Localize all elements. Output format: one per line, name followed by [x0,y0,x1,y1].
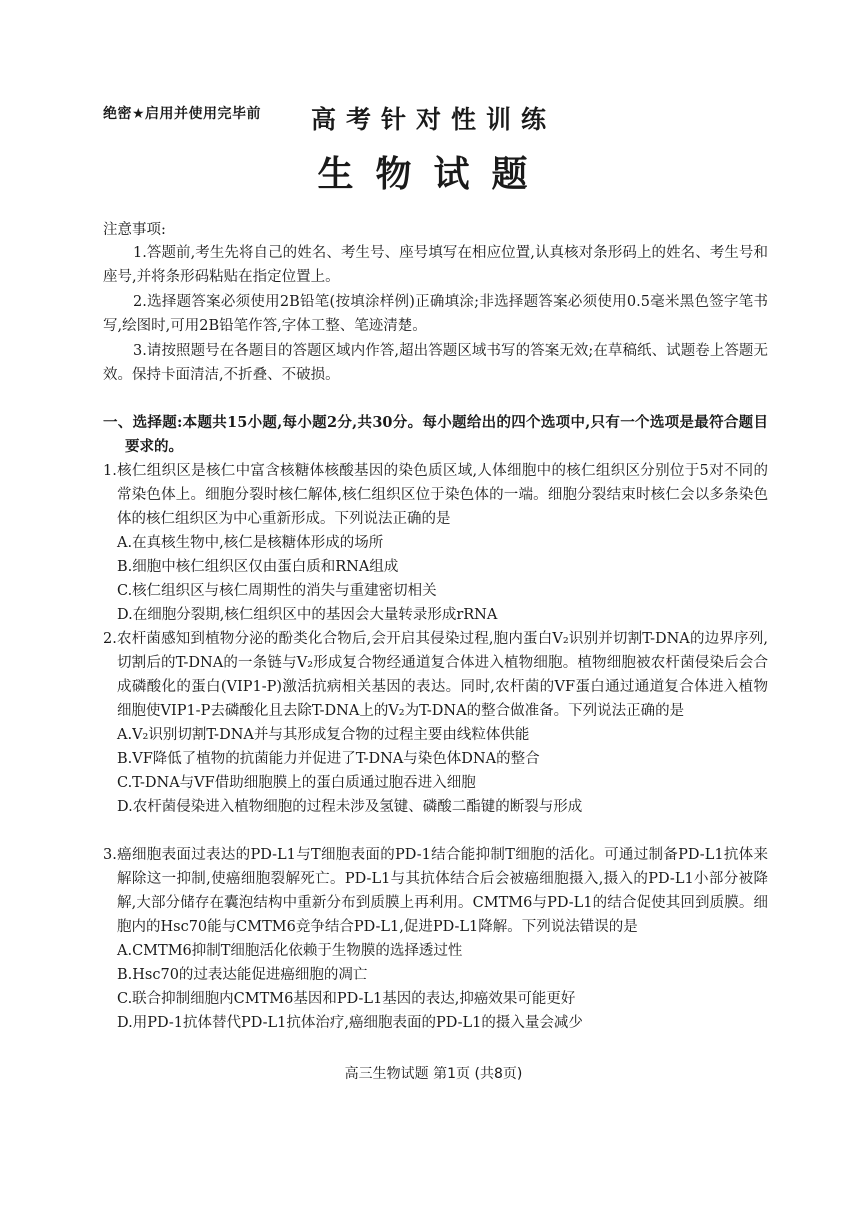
option-a: A.在真核生物中,核仁是核糖体形成的场所 [117,535,384,551]
notes-label: 注意事项: [103,222,166,238]
option-b: B.Hsc70的过表达能促进癌细胞的凋亡 [117,967,368,983]
note-item-3: 3.请按照题号在各题目的答题区域内作答,超出答题区域书写的答案无效;在草稿纸、试题卷上答题无效。保持卡面清洁,不折叠、不破损。 [103,343,768,383]
question-2 [103,627,768,819]
note-item-2: 2.选择题答案必须使用2B铅笔(按填涂样例)正确填涂;非选择题答案必须使用0.5毫米黑色签字笔书写,绘图时,可用2B铅笔作答,字体工整、笔迹清楚。 [103,294,768,334]
question-stem: 3.癌细胞表面过表达的PD-L1与T细胞表面的PD-1结合能抑制T细胞的活化。可通过制备PD-L1抗体来解除这一抑制,使癌细胞裂解死亡。PD-L1与其抗体结合后会被癌细胞摄入,摄入的PD-L1小部分被降解,大部分储存在囊泡结构中重新分布到质膜上再利用。CMTM6与PD-L1的结合促使其回到质膜。细胞内的Hsc70能与CMTM6竞争结合PD-L1,促进PD-L1降解。下列说法错误的是 [103,847,768,935]
option-c: C.联合抑制细胞内CMTM6基因和PD-L1基因的表达,抑癌效果可能更好 [117,991,576,1007]
section-heading: 一、选择题:本题共15小题,每小题2分,共30分。每小题给出的四个选项中,只有一个选项是最符合题目要求的。 [103,414,768,455]
option-d: D.在细胞分裂期,核仁组织区中的基因会大量转录形成rRNA [117,607,498,623]
option-a: A.CMTM6抑制T细胞活化依赖于生物膜的选择透过性 [117,943,463,959]
question-stem: 1.核仁组织区是核仁中富含核糖体核酸基因的染色质区域,人体细胞中的核仁组织区分别位于5对不同的常染色体上。细胞分裂时核仁解体,核仁组织区位于染色体的一端。细胞分裂结束时核仁会以多条染色体的核仁组织区为中心重新形成。下列说法正确的是 [103,463,768,527]
option-a: A.V₂识别切割T-DNA并与其形成复合物的过程主要由线粒体供能 [117,727,530,743]
question-stem: 2.农杆菌感知到植物分泌的酚类化合物后,会开启其侵染过程,胞内蛋白V₂识别并切割T-DNA的边界序列,切割后的T-DNA的一条链与V₂形成复合物经通道复合体进入植物细胞。植物细胞被农杆菌侵染后会合成磷酸化的蛋白(VIP1-P)激活抗病相关基因的表达。同时,农杆菌的VF蛋白通过通道复合体进入植物细胞使VIP1-P去磷酸化且去除T-DNA上的V₂为T-DNA的整合做准备。下列说法正确的是 [103,631,768,719]
option-c: C.T-DNA与VF借助细胞膜上的蛋白质通过胞吞进入细胞 [117,775,476,791]
option-c: C.核仁组织区与核仁周期性的消失与重建密切相关 [117,583,437,599]
page-footer: 高三生物试题 第1页 (共8页) [344,1066,523,1082]
exam-series-title: 高考针对性训练 [310,105,556,134]
option-d: D.农杆菌侵染进入植物细胞的过程未涉及氢键、磷酸二酯键的断裂与形成 [117,799,583,815]
note-item-1: 1.答题前,考生先将自己的姓名、考生号、座号填写在相应位置,认真核对条形码上的姓名、考生号和座号,并将条形码粘贴在指定位置上。 [103,245,768,285]
question-1 [103,459,768,627]
option-b: B.VF降低了植物的抗菌能力并促进了T-DNA与染色体DNA的整合 [117,751,540,767]
question-3 [103,843,768,1035]
confidential-mark: 绝密★启用并使用完毕前 [103,106,262,122]
exam-subject-title: 生物试题 [317,153,550,195]
option-d: D.用PD-1抗体替代PD-L1抗体治疗,癌细胞表面的PD-L1的摄入量会减少 [117,1015,583,1031]
option-b: B.细胞中核仁组织区仅由蛋白质和RNA组成 [117,559,399,575]
